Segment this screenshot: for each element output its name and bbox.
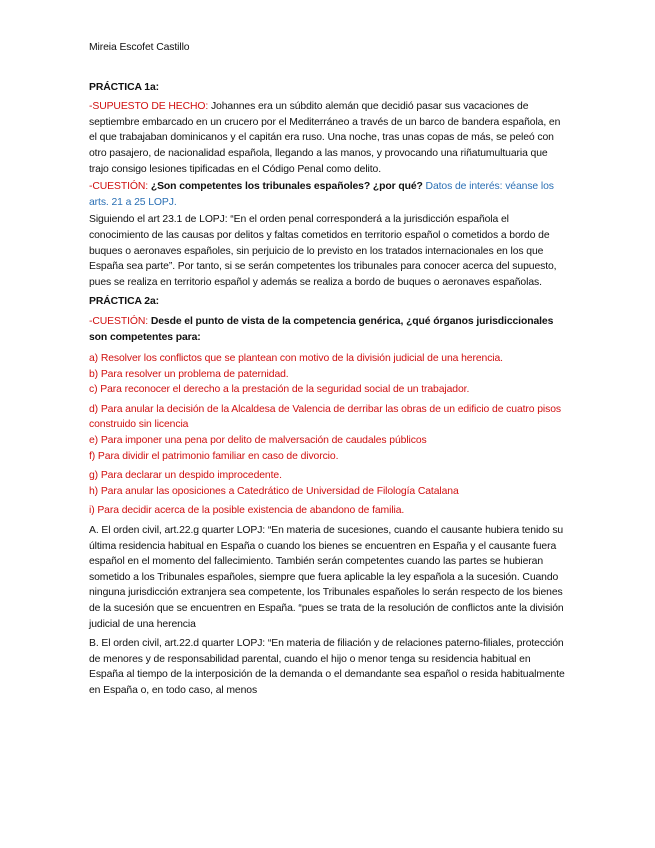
list-item: g) Para declarar un despido improcedente.: [89, 470, 282, 482]
answer-a: A. El orden civil, art.22.g quarter LOPJ: “En materia de sucesiones, cuando el causante hubiera tenido su última residencia habitual en España o cuando los bienes se encuentren en España y el causante fuera español en el momento del fallecimiento. También serán competentes cuando las partes se hubieran sometido a los Tribunales españoles, siempre que fuera aplicable la ley española a la sucesión. Cuando ninguna jurisdicción extranjera sea competente, los Tribunales españoles lo serán respecto de los bienes de la sucesión que se encuentren en España. “pues se trata de la resolución de conflictos ante la división judicial de una herencia: [89, 525, 564, 630]
list-item: i) Para decidir acerca de la posible existencia de abandono de familia.: [89, 505, 405, 517]
answer-b: B. El orden civil, art.22.d quarter LOPJ: “En materia de filiación y de relaciones paterno-filiales, protección de menores y de responsabilidad parental, cuando el hijo o menor tenga su residencia habitual en España al tiempo de la interposición de la demanda o el demandante sea español o resida habitualmente en España o, en todo caso, al menos: [89, 638, 565, 696]
list-item: a) Resolver los conflictos que se plantean con motivo de la división judicial de una herencia.: [89, 353, 503, 365]
case-label: -SUPUESTO DE HECHO:: [89, 101, 209, 113]
question-text: Desde el punto de vista de la competencia genérica, ¿qué órganos jurisdiccionales son competentes para:: [89, 315, 554, 343]
practice-2-title: PRÁCTICA 2a:: [89, 296, 160, 308]
question-text: ¿Son competentes los tribunales españoles? ¿por qué?: [148, 181, 423, 193]
question-label: -CUESTIÓN:: [89, 315, 149, 327]
practice-1-case: [89, 99, 567, 177]
practice-1-question: [89, 179, 567, 210]
document-body: [89, 40, 567, 703]
list-item: b) Para resolver un problema de paternidad.: [89, 368, 289, 380]
question-items-list: [89, 351, 567, 523]
practice-1-title: PRÁCTICA 1a:: [89, 81, 160, 93]
list-item: c) Para reconocer el derecho a la prestación de la seguridad social de un trabajador.: [89, 384, 470, 396]
list-item: d) Para anular la decisión de la Alcaldesa de Valencia de derribar las obras de un edificio de cuatro pisos construido sin licencia: [89, 403, 561, 431]
question-note: Datos de interés: véanse los arts. 21 a 25 LOPJ.: [89, 181, 554, 208]
case-text: Johannes era un súbdito alemán que decidió pasar sus vacaciones de septiembre embarcado en un crucero por el Mediterráneo a través de un barco de bandera española, en el que trabajaban dominicanos y el capitán era ruso. Una noche, tras unas copas de más, se peleó con otro pasajero, de nacionalidad española, llegando a las manos, y provocando una riñatumultuaria que trajo consigo lesiones tipificadas en el Código Penal como delito.: [89, 101, 561, 175]
list-item: h) Para anular las oposiciones a Catedrático de Universidad de Filología Catalana: [89, 485, 459, 497]
list-item: e) Para imponer una pena por delito de malversación de caudales públicos: [89, 435, 427, 447]
practice-1-answer: Siguiendo el art 23.1 de LOPJ: “En el orden penal corresponderá a la jurisdicción española el conocimiento de las causas por delitos y faltas cometidos en territorio español o cometidos a bordo de buques o aeronaves españoles, sin perjuicio de lo previsto en los tratados internacionales en los que España sea parte”. Por tanto, si se serán competentes los tribunales para conocer acerca del supuesto, pues se realiza en territorio español y además se realiza a bordo de buques o aeronaves españolas.: [89, 214, 557, 288]
question-label: -CUESTIÓN:: [89, 181, 149, 193]
list-item: f) Para dividir el patrimonio familiar en caso de divorcio.: [89, 450, 339, 462]
author-name: Mireia Escofet Castillo: [89, 42, 190, 53]
practice-2-question: [89, 314, 567, 345]
